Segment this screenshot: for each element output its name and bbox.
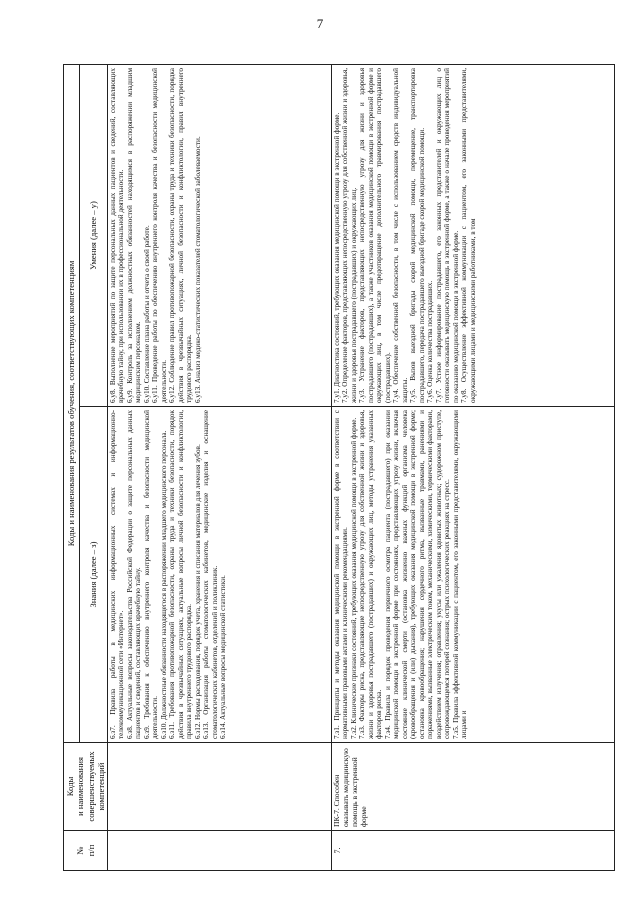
page-number: 7 — [316, 16, 324, 31]
header-skills: Умения (далее – у) — [80, 65, 108, 407]
knowledge-cell: 6.з7. Правила работы в медицинских информационных системах и информационно-телекоммуникационной сети «Интернет». 6.з8. Актуальные вопросы законодательства Российской Федерации о защите персональных данных пациентов и сведений, составляющих врачебную тайну. 6.з9. Требования к обеспечению внутреннего контроля качества и безопасности медицинской деятельности. 6.з10. Должностные обязанности находящегося в распоряжении младшего медицинского персонала. 6.з11. Требования противопожарной безопасности, охраны труда и техники безопасности, порядок действия в чрезвычайных ситуациях, актуальные вопросы личной безопасности и конфликтологии, правила внутреннего трудового распорядка. 6.з12. Нормы расходования, порядок учета, хранения и списания материалов для лечения зубов. 6.з13. Организация работы стоматологических кабинетов, медицинские изделия и оснащение стоматологических кабинетов, отделений и поликлиник. 6.з14. Актуальные вопросы медицинской статистики. — [108, 407, 332, 743]
row-number: 7. — [332, 831, 615, 871]
skills-cell: 6.у8. Выполнение мероприятий по защите персональных данных пациентов и сведений, составляющих врачебную тайну, при использовании их в профессиональной деятельности. 6.у9. Контроль за исполнением должностных обязанностей находящимся в распоряжении младшим медицинским персоналом. 6.у10. Составление плана работы и отчета о своей работе. 6.у11. Проведение работы по обеспечению внутреннего контроля качества и безопасности медицинской деятельности. 6.у12. Соблюдение правил противопожарной безопасности, охраны труда и техники безопасности, порядка действия в чрезвычайных ситуациях, личной безопасности и конфликтологии, правил внутреннего трудового распорядка. 6.у13. Анализ медико-статистических показателей стоматологической заболеваемости. — [108, 65, 332, 407]
competency-table — [63, 64, 615, 871]
competency-table-sheet — [63, 65, 615, 871]
header-competency-code: Коды и наименования совершенствуемых компетенций — [64, 743, 108, 831]
table-row — [332, 65, 615, 871]
header-number: № п/п — [64, 831, 108, 871]
competency-code — [108, 743, 332, 831]
row-number — [108, 831, 332, 871]
header-knowledge: Знания (далее – з) — [80, 407, 108, 743]
knowledge-cell: 7.з1. Принципы и методы оказания медицинской помощи в экстренной форме в соответствии с нормативными правовыми актами и клиническими рекомендациями. 7.з2. Клинические признаки состояний, требующих оказания медицинской помощи в экстренной форме. 7.з3. Факторы риска, представляющие непосредственную угрозу для собственной жизни и здоровья, жизни и здоровья пострадавшего (пострадавших) и окружающих лиц, методы устранения указанных факторов риска. 7.з4. Правила и порядок проведения первичного осмотра пациента (пострадавшего) при оказании медицинской помощи в экстренной форме при состояниях, представляющих угрозу жизни, включая состояние клинической смерти (остановка жизненно важных функций организма человека (кровообращения и (или) дыхания), требующих оказания медицинской помощи в экстренной форме; остановка кровообращения; нарушения сердечного ритма, вызванные травмами, ранениями и поражениями, вызванные электрическим током, механическими, химическими, термическими факторами, воздействием излучения; отравления; укусы или ужаления ядовитых животных; судорожном приступе, сопровождающемся потерей сознания; острых психологических реакциях на стресс. 7.з5. Правила эффективной коммуникации с пациентом, его законными представителями, окружающими лицами и — [332, 407, 615, 743]
competency-code: ПК-7. Способен оказывать медицинскую помощь в экстренной форме — [332, 743, 615, 831]
table-row — [108, 65, 332, 871]
header-results-group: Коды и наименования результатов обучения, соответствующих компетенциям — [64, 65, 80, 743]
skills-cell: 7.у1. Диагностика состояний, требующих оказания медицинской помощи в экстренной форме. 7.у2. Определение факторов, представляющих непосредственную угрозу для собственной жизни и здоровья, жизни и здоровья пострадавшего (пострадавших) и окружающих лиц. 7.у3. Устранение факторов, представляющих непосредственную угрозу для жизни и здоровья пострадавшего (пострадавших), а также участников оказания медицинской помощи в экстренной форме и окружающих лиц, в том числе предотвращение дополнительного травмирования пострадавшего (пострадавших). 7.у4. Обеспечение собственной безопасности, в том числе с использованием средств индивидуальной защиты. 7.у5. Вызов выездной бригады скорой медицинской помощи, перемещение, транспортировка пострадавшего, передача пострадавшего выездной бригаде скорой медицинской помощи. 7.у6. Оценка количества пострадавших. 7.у7. Устное информирование пострадавшего, его законных представителей и окружающих лиц о готовности оказывать медицинскую помощь в экстренной форме, а также о начале проведения мероприятий по оказанию медицинской помощи в экстренной форме. 7.у8. Осуществление эффективной коммуникации с пациентом, его законными представителями, окружающими лицами и медицинскими работниками, в том — [332, 65, 615, 407]
